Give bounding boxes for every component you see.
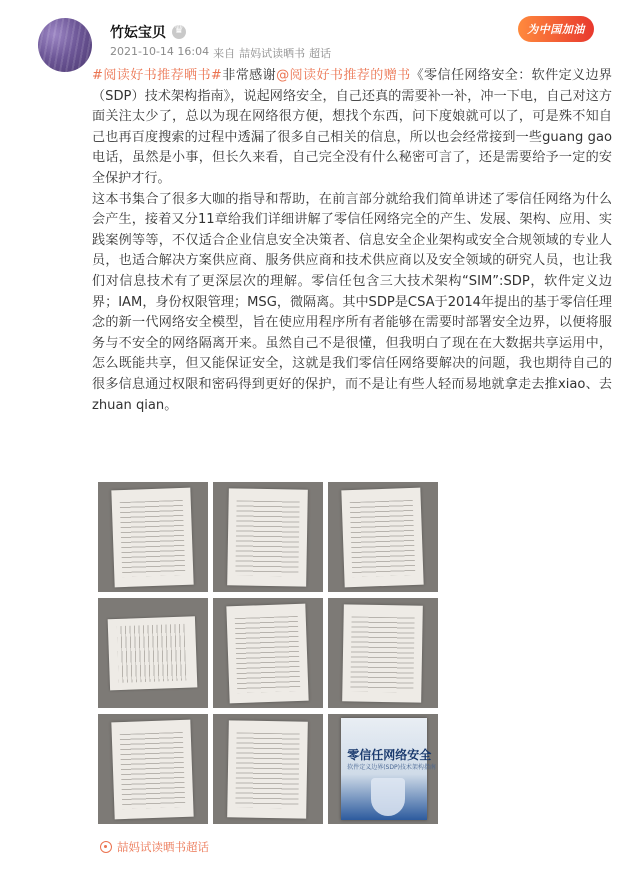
image-thumb-1[interactable] [98,482,208,592]
book-credits-page-photo-icon [228,720,309,818]
book-text-page-photo-icon [343,604,424,702]
from-prefix: 来自 [213,47,236,60]
post-body [92,66,612,416]
topic-tag-label[interactable]: 喆妈试读晒书超话 [117,840,209,854]
image-thumb-7[interactable] [98,714,208,824]
post-meta [110,45,331,61]
source-suffix: 超话 [309,47,332,60]
shield-icon [371,778,405,816]
topic-tag[interactable] [100,839,209,855]
book-cover-subtitle: 软件定义边界(SDP)技术架构指南 [347,764,436,772]
post-paragraph-2: 这本书集合了很多大咖的指导和帮助，在前言部分就给我们简单讲述了零信任网络为什么会产生，接着又分11章给我们详细讲解了零信任网络完全的产生、发展、架构、应用、实践案例等等，不仅适合企业信息安全决策者、信息安全企业架构或安全合规领域的专业人员，也适合解决方案供应商、服务供应商和技术供应商以及安全领域的研究人员，也让我们对信息技术有了更深层次的理解。零信任包含三大技术架构“SIM”:SDP，软件定义边界；IAM，身份权限管理；MSG，微隔离。其中SDP是CSA于2014年提出的基于零信任理念的新一代网络安全模型，旨在使应用程序所有者能够在需要时部署安全边界，以便将服务与不安全的网络隔离开来。虽然自己不是很懂，但我明白了现在在大数据共享运用中，怎么既能共享，但又能保证安全，这就是我们零信任网络要解决的问题，我也期待自己的很多信息通过权限和密码得到更好的保护，而不是让有些人轻而易地就拿走去推xiao、去zhuan qian。 [92,191,612,413]
super-topic-icon [100,841,112,853]
book-page-photo-icon [112,487,195,587]
post-author[interactable] [110,22,186,42]
book-cover [341,718,436,819]
post-text: 非常感谢 [221,68,277,83]
image-thumb-3[interactable] [328,482,438,592]
image-thumb-5[interactable] [213,598,323,708]
member-crown-icon [172,25,186,39]
image-thumb-9[interactable] [328,714,438,824]
hashtag-link[interactable]: #阅读好书推荐晒书# [92,68,222,83]
book-text-page-photo-icon [342,487,425,587]
avatar[interactable] [38,18,92,72]
image-thumb-6[interactable] [328,598,438,708]
china-support-badge: 为中国加油 [518,16,594,42]
source-link[interactable]: 喆妈试读晒书 [239,47,306,60]
image-thumb-8[interactable] [213,714,323,824]
post-text: 《零信任网络安全：软件定义边界（SDP）技术架构指南》，说起网络安全，自己还真的需要补一补，冲一下电，自己对这方面关注太少了，总以为现在网络很方便，想找个东西，问下度娘就可以了，可是殊不知自己也再百度搜索的过程中透漏了很多自己相关的信息，所以也会经常接到一些guang gao电话，虽然是小事，但长久来看，自己完全没有什么秘密可言了，还是需要给予一定的安全保护才行。 [92,68,613,186]
post-timestamp[interactable]: 2021-10-14 16:04 [110,45,210,58]
book-table-page-photo-icon [228,488,309,586]
image-thumb-2[interactable] [213,482,323,592]
mention-link[interactable]: @阅读好书推荐的赠书 [276,68,411,83]
book-blank-page-photo-icon [112,719,195,819]
book-cover-title: 零信任网络安全 [347,748,432,763]
book-list-page-photo-icon [227,603,310,703]
image-grid [98,482,454,824]
username[interactable]: 竹妘宝贝 [110,25,166,41]
post-paragraph-1 [92,66,612,190]
image-thumb-4[interactable] [98,598,208,708]
weibo-post-card [18,12,614,860]
book-contents-page-photo-icon [108,616,198,690]
